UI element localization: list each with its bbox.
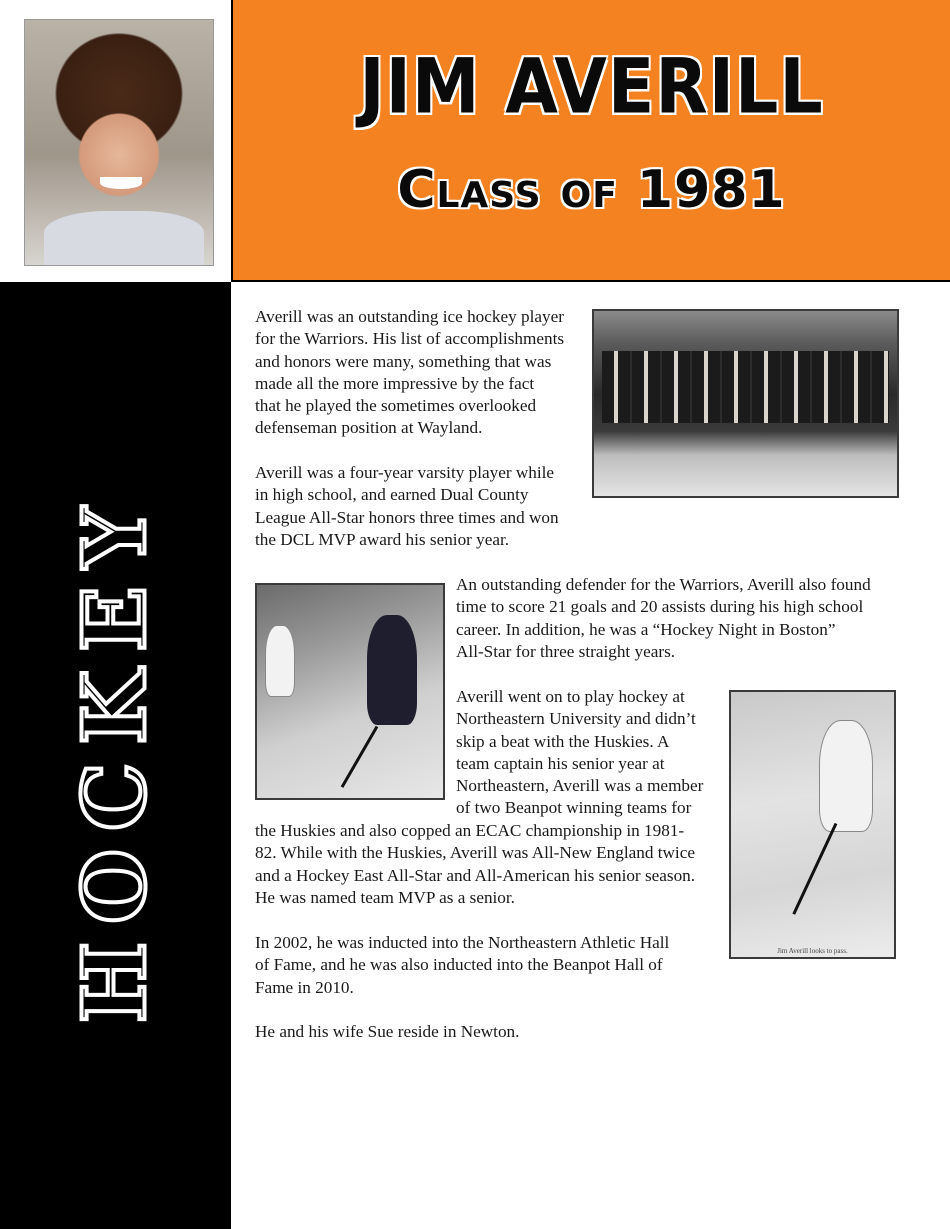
sport-label: HOCKEY	[64, 488, 166, 1024]
text-line: In 2002, he was inducted into the Northeastern Athletic Hall	[255, 933, 670, 952]
text-line: He and his wife Sue reside in Newton.	[255, 1022, 520, 1041]
header-divider-horizontal	[231, 280, 950, 282]
text-line: An outstanding defender for the Warriors, Averill also found	[456, 575, 871, 594]
hockey-stick	[792, 823, 837, 915]
text-line: in high school, and earned Dual County	[255, 485, 529, 505]
hockey-stick	[341, 726, 379, 788]
text-line: career. In addition, he was a “Hockey Night in Boston”	[456, 619, 836, 639]
paragraph-varsity	[255, 462, 559, 551]
opponent-player	[265, 625, 295, 697]
action-photo-skating	[255, 583, 445, 800]
paragraph-huskies	[255, 820, 695, 909]
paragraph-residence	[255, 1021, 519, 1043]
text-line: All-Star for three straight years.	[456, 641, 676, 661]
inductee-name: JIM AVERILL	[359, 43, 824, 132]
text-line: Northeastern University and didn’t	[456, 709, 696, 729]
text-line: Averill was a four-year varsity player while	[255, 463, 555, 482]
team-front-row	[602, 387, 889, 423]
text-line: He was named team MVP as a senior.	[255, 887, 515, 907]
portrait-photo	[24, 19, 214, 266]
text-line: of two Beanpot winning teams for	[456, 798, 692, 818]
team-photo	[592, 309, 899, 498]
text-line: the DCL MVP award his senior year.	[255, 529, 510, 549]
portrait-frame	[0, 0, 231, 282]
text-line: of Fame, and he was also inducted into the Beanpot Hall of	[255, 955, 663, 975]
text-line: defenseman position at Wayland.	[255, 418, 483, 438]
text-line: time to score 21 goals and 20 assists during his high school	[456, 597, 864, 617]
text-line: team captain his senior year at	[456, 753, 665, 773]
portrait-shirt	[44, 211, 204, 265]
text-line: League All-Star honors three times and won	[255, 507, 559, 527]
averill-player	[367, 615, 417, 725]
paragraph-defender	[456, 574, 871, 663]
photo-caption: Jim Averill looks to pass.	[777, 947, 848, 955]
paragraph-hall-of-fame	[255, 932, 669, 999]
team-back-row	[602, 351, 889, 387]
text-line: skip a beat with the Huskies. A	[456, 731, 670, 751]
text-line: and honors were many, something that was	[255, 351, 552, 371]
text-line: for the Warriors. His list of accomplishments	[255, 329, 565, 349]
text-line: Averill was an outstanding ice hockey player	[255, 307, 564, 326]
action-photo-passing	[729, 690, 896, 959]
text-line: 82. While with the Huskies, Averill was All-New England twice	[255, 843, 695, 863]
text-line: Fame in 2010.	[255, 977, 354, 997]
portrait-smile	[100, 177, 141, 189]
paragraph-intro	[255, 306, 564, 440]
text-line: made all the more impressive by the fact	[255, 373, 535, 393]
text-line: and a Hockey East All-Star and All-American his senior season.	[255, 865, 696, 885]
title-banner	[233, 0, 950, 280]
text-line: that he played the sometimes overlooked	[255, 396, 537, 416]
averill-player-white	[819, 720, 873, 832]
paragraph-northeastern	[456, 686, 703, 820]
class-year: Class of 1981	[397, 160, 786, 220]
text-line: the Huskies and also copped an ECAC championship in 1981-	[255, 821, 685, 840]
text-line: Northeastern, Averill was a member	[456, 776, 704, 796]
text-line: Averill went on to play hockey at	[456, 687, 685, 706]
